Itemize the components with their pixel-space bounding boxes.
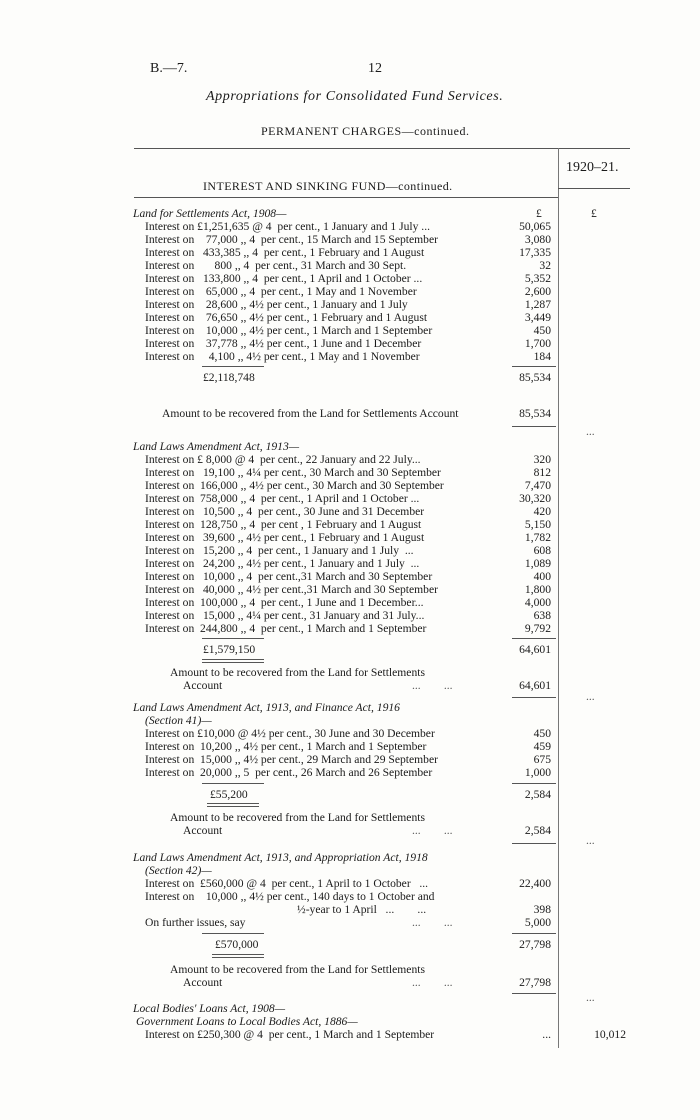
recovered-text: Account <box>183 679 223 692</box>
total-rule <box>212 954 264 955</box>
leader-dots: ... ... <box>412 679 453 692</box>
row-amount: ... <box>542 1028 551 1041</box>
total-amount: 85,534 <box>519 371 551 384</box>
total-principal: £570,000 <box>215 938 259 951</box>
act-subheading: (Section 42)— <box>145 864 212 877</box>
amount-rule <box>512 783 556 784</box>
list-item: Interest on 4,100 ,, 4½ per cent., 1 May and 1 November <box>145 350 420 363</box>
amount-rule <box>512 366 556 367</box>
row-amount: 22,400 <box>519 877 551 890</box>
list-item: Interest on 76,650 ,, 4½ per cent., 1 February and 1 August <box>145 311 428 324</box>
list-item: Interest on 65,000 ,, 4 per cent., 1 May and 1 November <box>145 285 417 298</box>
total-rule <box>202 366 264 367</box>
recovered-text: Account <box>183 824 223 837</box>
list-item: Interest on 40,000 ,, 4½ per cent.,31 March and 30 September <box>145 583 438 596</box>
total-amount: 64,601 <box>519 643 551 656</box>
list-item: Interest on 433,385 ,, 4 per cent., 1 February and 1 August <box>145 246 425 259</box>
act-heading: Land for Settlements Act, 1908— <box>133 207 287 220</box>
row-amount: 5,000 <box>524 916 551 929</box>
list-item: Interest on 100,000 ,, 4 per cent., 1 June and 1 December... <box>145 596 424 609</box>
list-item: Interest on 758,000 ,, 4 per cent., 1 April and 1 October ... <box>145 492 420 505</box>
act-heading: Land Laws Amendment Act, 1913, and Finance Act, 1916 <box>133 701 400 714</box>
section-subtitle: PERMANENT CHARGES—continued. <box>261 124 470 138</box>
total-rule <box>202 638 264 639</box>
recovered-amount: 27,798 <box>519 976 551 989</box>
total-principal: £55,200 <box>210 788 248 801</box>
row-amount: 1,089 <box>524 557 551 570</box>
year-value: ... <box>586 834 595 847</box>
list-item: Interest on 15,000 ,, 4¼ per cent., 31 January and 31 July... <box>145 609 425 622</box>
list-item: Interest on 15,000 ,, 4½ per cent., 29 March and 29 September <box>145 753 438 766</box>
recovered-text: Amount to be recovered from the Land for Settlements Account <box>162 407 459 420</box>
rule-top-right <box>558 148 630 149</box>
row-amount: 5,150 <box>524 518 551 531</box>
total-amount: 2,584 <box>524 788 551 801</box>
leader-dots: ... ... <box>412 916 453 929</box>
recovered-text: Amount to be recovered from the Land for Settlements <box>170 811 425 824</box>
list-item: On further issues, say <box>145 916 246 929</box>
row-amount: 450 <box>533 727 551 740</box>
amount-rule <box>512 993 556 994</box>
list-item: Interest on £560,000 @ 4 per cent., 1 April to 1 October ... <box>145 877 429 890</box>
total-rule <box>212 957 264 958</box>
act-subheading: Government Loans to Local Bodies Act, 1886— <box>136 1015 358 1028</box>
recovered-text: Amount to be recovered from the Land for Settlements <box>170 963 425 976</box>
row-amount: 398 <box>533 903 551 916</box>
row-amount: 320 <box>533 453 551 466</box>
list-item: Interest on £ 8,000 @ 4 per cent., 22 January and 22 July... <box>145 453 421 466</box>
total-rule <box>202 933 264 934</box>
list-item: Interest on 24,200 ,, 4½ per cent., 1 January and 1 July ... <box>145 557 420 570</box>
row-amount: 1,000 <box>524 766 551 779</box>
document-ref: B.—7. <box>150 61 188 76</box>
act-heading: Land Laws Amendment Act, 1913— <box>133 440 300 453</box>
leader-dots: ... ... <box>412 976 453 989</box>
currency-symbol: £ <box>536 207 542 220</box>
list-item-continuation: ½-year to 1 April ... ... <box>297 903 427 916</box>
row-amount: 420 <box>533 505 551 518</box>
list-item: Interest on £1,251,635 @ 4 per cent., 1 January and 1 July ... <box>145 220 431 233</box>
list-item: Interest on 244,800 ,, 4 per cent., 1 March and 1 September <box>145 622 427 635</box>
row-amount: 1,700 <box>524 337 551 350</box>
row-amount: 400 <box>533 570 551 583</box>
row-amount: 184 <box>533 350 551 363</box>
list-item: Interest on 28,600 ,, 4½ per cent., 1 January and 1 July <box>145 298 408 311</box>
list-item: Interest on 10,500 ,, 4 per cent., 30 June and 31 December <box>145 505 425 518</box>
row-amount: 5,352 <box>524 272 551 285</box>
total-principal: £2,118,748 <box>203 371 255 384</box>
recovered-amount: 64,601 <box>519 679 551 692</box>
row-amount: 4,000 <box>524 596 551 609</box>
row-amount: 7,470 <box>524 479 551 492</box>
row-amount: 1,287 <box>524 298 551 311</box>
year-value: 10,012 <box>594 1028 626 1041</box>
row-amount: 3,080 <box>524 233 551 246</box>
list-item: Interest on £250,300 @ 4 per cent., 1 March and 1 September <box>145 1028 435 1041</box>
list-item: Interest on 77,000 ,, 4 per cent., 15 March and 15 September <box>145 233 438 246</box>
total-rule <box>202 783 264 784</box>
column-divider <box>558 148 559 1048</box>
rule-heading <box>134 197 558 198</box>
row-amount: 1,800 <box>524 583 551 596</box>
list-item: Interest on 10,000 ,, 4 per cent.,31 March and 30 September <box>145 570 433 583</box>
year-column-header: 1920–21. <box>566 160 619 175</box>
list-item: Interest on 133,800 ,, 4 per cent., 1 April and 1 October ... <box>145 272 423 285</box>
page-number: 12 <box>368 61 382 76</box>
act-subheading: (Section 41)— <box>145 714 212 727</box>
list-item: Interest on £10,000 @ 4½ per cent., 30 June and 30 December <box>145 727 435 740</box>
act-heading: Land Laws Amendment Act, 1913, and Appropriation Act, 1918 <box>133 851 428 864</box>
row-amount: 32 <box>539 259 551 272</box>
list-item: Interest on 10,000 ,, 4½ per cent., 1 March and 1 September <box>145 324 433 337</box>
year-value: ... <box>586 425 595 438</box>
amount-rule <box>512 697 556 698</box>
total-rule <box>202 662 264 663</box>
currency-symbol-year: £ <box>591 207 597 220</box>
amount-rule <box>512 426 556 427</box>
row-amount: 608 <box>533 544 551 557</box>
recovered-amount: 2,584 <box>524 824 551 837</box>
year-value: ... <box>586 991 595 1004</box>
recovered-text: Amount to be recovered from the Land for Settlements <box>170 666 425 679</box>
row-amount: 450 <box>533 324 551 337</box>
amount-rule <box>512 933 556 934</box>
list-item: Interest on 15,200 ,, 4 per cent., 1 January and 1 July ... <box>145 544 414 557</box>
row-amount: 17,335 <box>519 246 551 259</box>
page-title: Appropriations for Consolidated Fund Services. <box>206 89 504 104</box>
year-value: ... <box>586 690 595 703</box>
leader-dots: ... ... <box>412 824 453 837</box>
list-item: Interest on 20,000 ,, 5 per cent., 26 March and 26 September <box>145 766 433 779</box>
total-amount: 27,798 <box>519 938 551 951</box>
list-item: Interest on 10,200 ,, 4½ per cent., 1 March and 1 September <box>145 740 427 753</box>
row-amount: 812 <box>533 466 551 479</box>
list-item: Interest on 37,778 ,, 4½ per cent., 1 June and 1 December <box>145 337 422 350</box>
row-amount: 459 <box>533 740 551 753</box>
total-rule <box>207 806 259 807</box>
list-item: Interest on 166,000 ,, 4½ per cent., 30 March and 30 September <box>145 479 444 492</box>
amount-rule <box>512 843 556 844</box>
row-amount: 675 <box>533 753 551 766</box>
row-amount: 2,600 <box>524 285 551 298</box>
row-amount: 3,449 <box>524 311 551 324</box>
total-rule <box>207 803 259 804</box>
rule-year <box>558 188 630 189</box>
total-rule <box>202 659 264 660</box>
recovered-amount: 85,534 <box>519 407 551 420</box>
list-item: Interest on 10,000 ,, 4½ per cent., 140 days to 1 October and <box>145 890 435 903</box>
recovered-text: Account <box>183 976 223 989</box>
list-item: Interest on 800 ,, 4 per cent., 31 March and 30 Sept. <box>145 259 407 272</box>
interest-sinking-heading: INTEREST AND SINKING FUND—continued. <box>203 179 453 193</box>
total-principal: £1,579,150 <box>203 643 256 656</box>
row-amount: 9,792 <box>524 622 551 635</box>
row-amount: 1,782 <box>524 531 551 544</box>
row-amount: 638 <box>533 609 551 622</box>
list-item: Interest on 128,750 ,, 4 per cent , 1 February and 1 August <box>145 518 422 531</box>
list-item: Interest on 19,100 ,, 4¼ per cent., 30 March and 30 September <box>145 466 441 479</box>
row-amount: 30,320 <box>519 492 551 505</box>
row-amount: 50,065 <box>519 220 551 233</box>
act-heading: Local Bodies' Loans Act, 1908— <box>133 1002 286 1015</box>
rule-top <box>134 148 558 149</box>
amount-rule <box>512 638 556 639</box>
list-item: Interest on 39,600 ,, 4½ per cent., 1 February and 1 August <box>145 531 425 544</box>
